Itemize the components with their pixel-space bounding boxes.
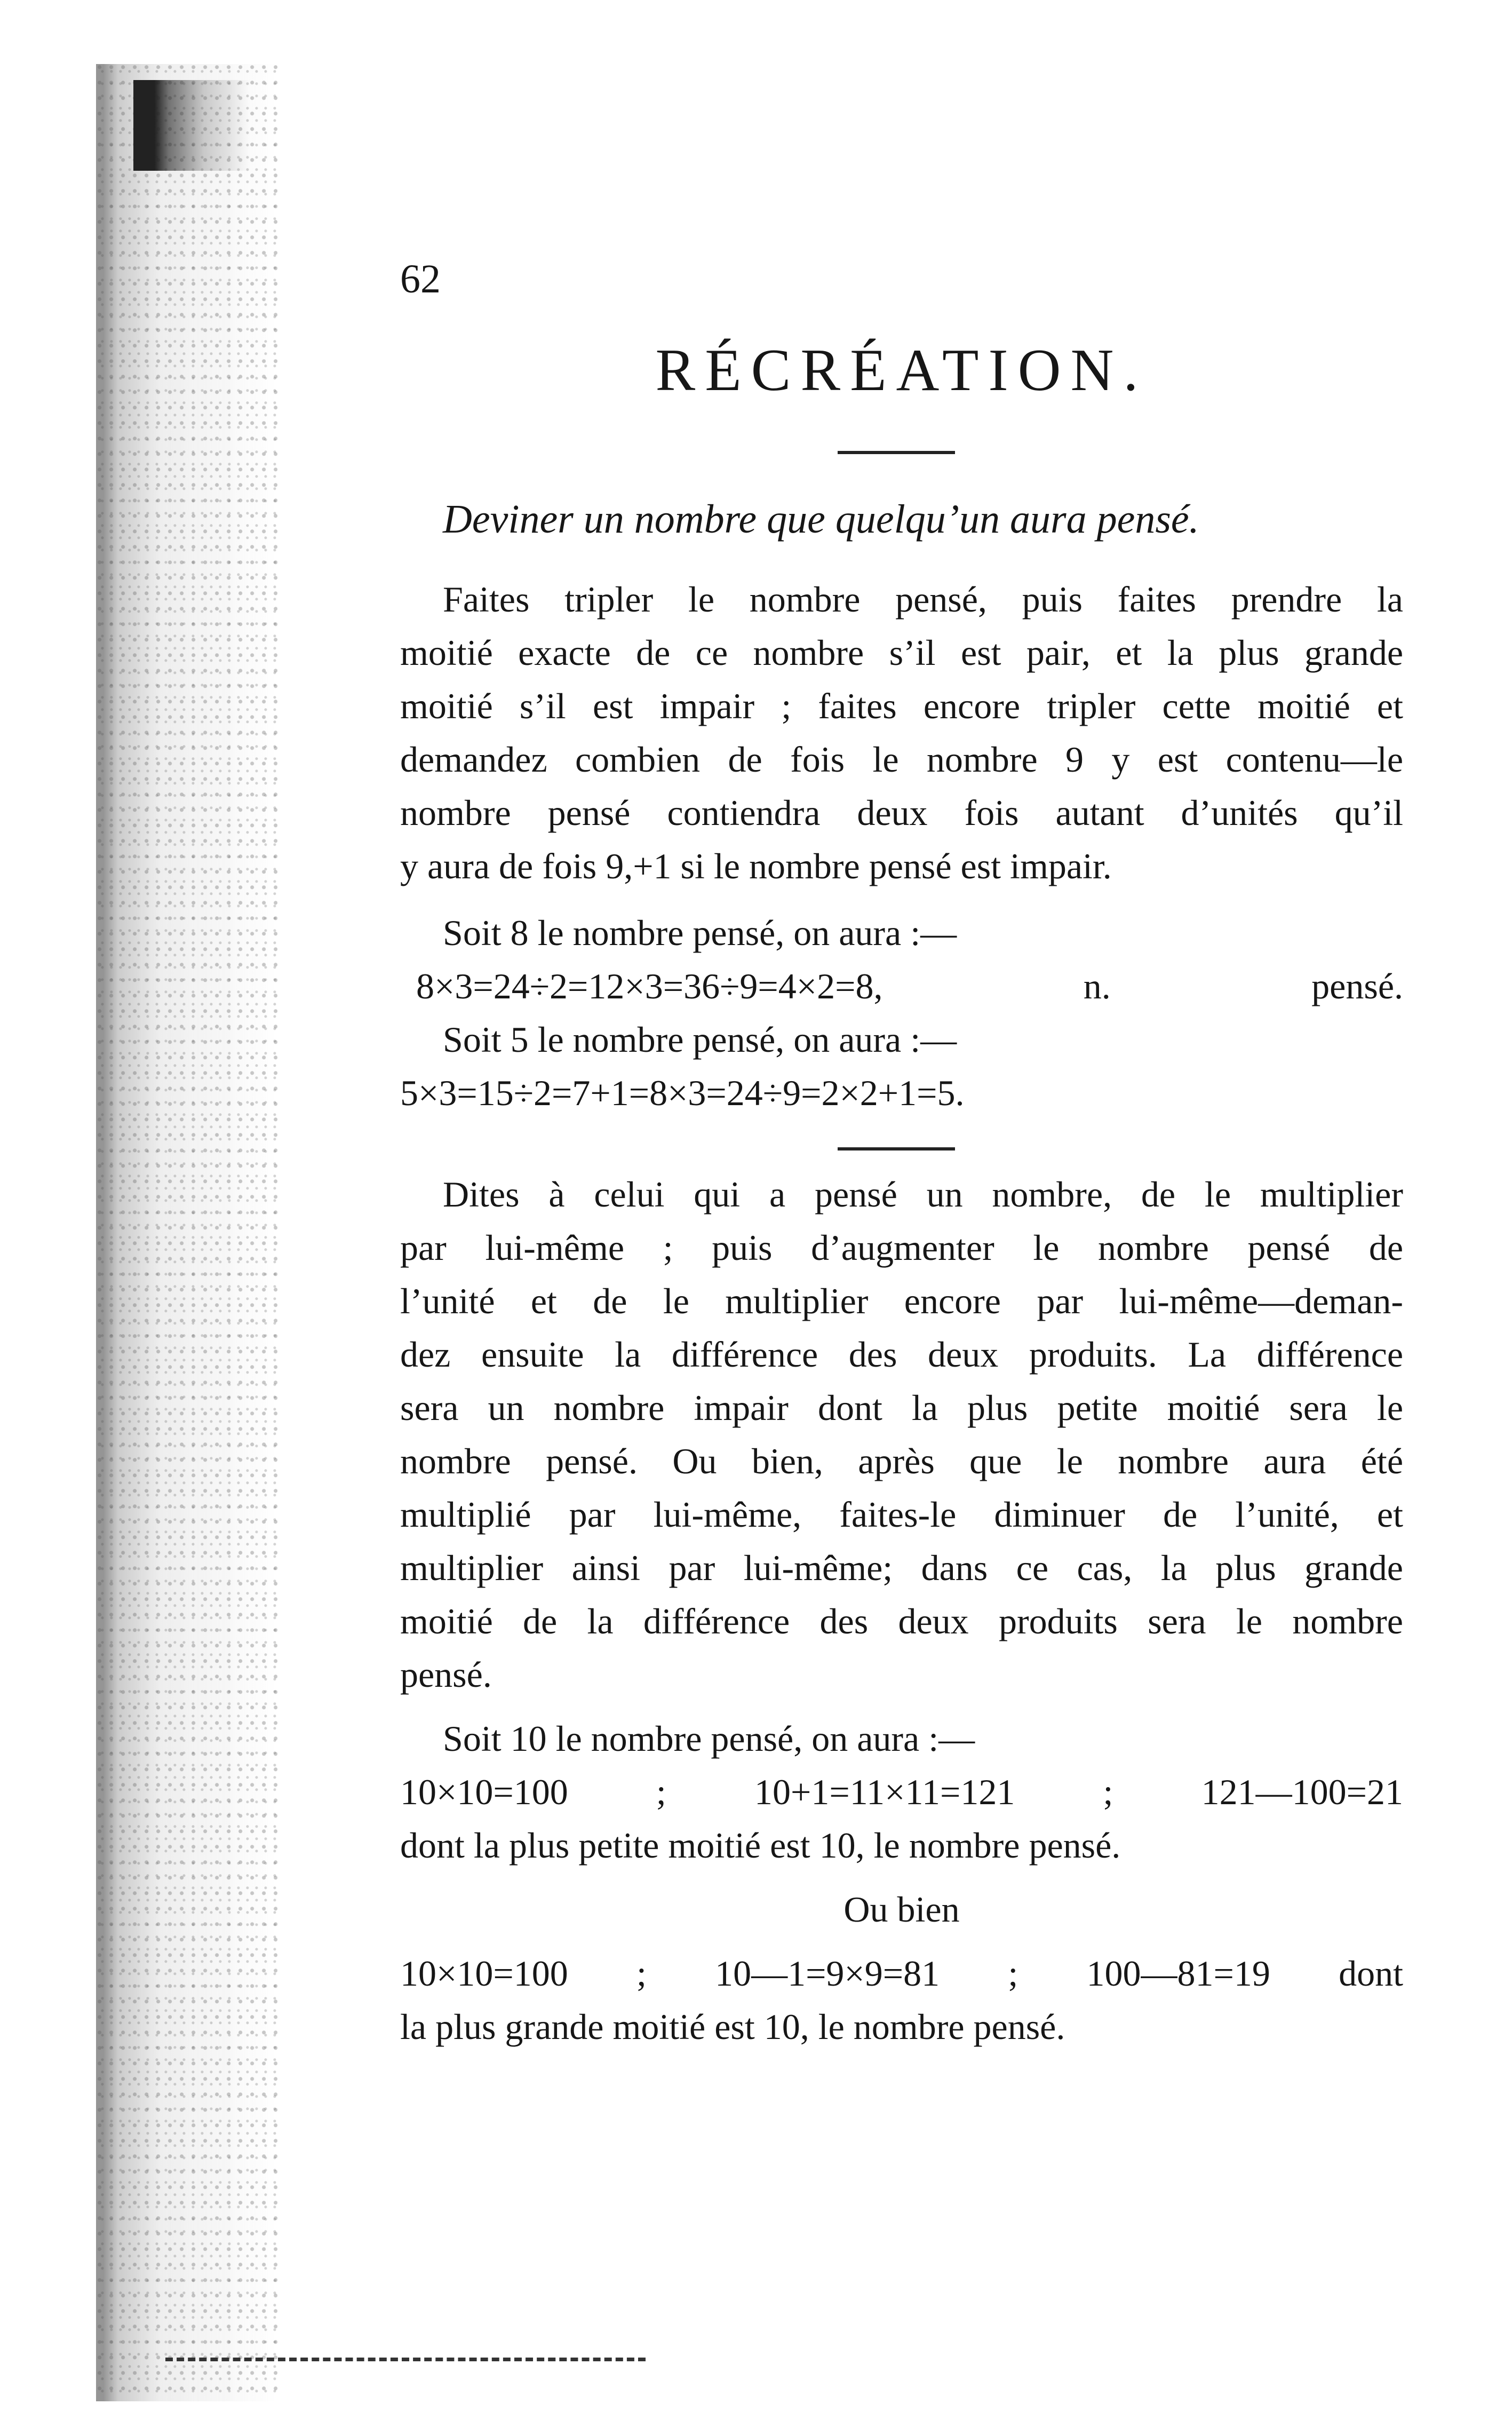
paragraph-line: Dites à celui qui a pensé un nombre, de le multiplier [443,1174,1403,1215]
page-number: 62 [400,257,441,301]
paragraph-line: nombre pensé contiendra deux fois autant d’unités qu’il [400,792,1403,833]
example-intro: Soit 10 le nombre pensé, on aura :— [443,1718,975,1759]
example-intro: Soit 5 le nombre pensé, on aura :— [443,1019,957,1060]
paragraph-line: multiplié par lui-même, faites-le diminuer de l’unité, et [400,1494,1403,1535]
example-intro: Soit 8 le nombre pensé, on aura :— [443,912,957,953]
page-binding-mark [133,80,251,171]
page-title: RÉCRÉATION. [655,337,1148,403]
section-divider [838,451,955,454]
paragraph-line: sera un nombre impair dont la plus petite moitié sera le [400,1387,1403,1428]
paragraph-line: dez ensuite la différence des deux produits. La différence [400,1334,1403,1375]
example-calculation: 8×3=24÷2=12×3=36÷9=4×2=8, n. pensé. [416,966,1403,1006]
alternative-label: Ou bien [843,1889,960,1930]
paragraph-line: multiplier ainsi par lui-même; dans ce cas, la plus grande [400,1548,1403,1588]
example-calculation: 10×10=100 ; 10—1=9×9=81 ; 100—81=19 dont [400,1953,1403,1994]
paragraph-line: Faites tripler le nombre pensé, puis faites prendre la [443,579,1403,620]
page-gutter-shadow [96,64,277,2401]
paragraph-line: pensé. [400,1654,492,1695]
paragraph-line: moitié exacte de ce nombre s’il est pair, et la plus grande [400,632,1403,673]
section-subtitle: Deviner un nombre que quelqu’un aura pensé. [443,497,1199,542]
paragraph-line: l’unité et de le multiplier encore par lui-même—deman- [400,1281,1403,1321]
example-result: dont la plus petite moitié est 10, le nombre pensé. [400,1825,1121,1866]
paragraph-line: demandez combien de fois le nombre 9 y est contenu—le [400,739,1403,780]
paragraph-line: y aura de fois 9,+1 si le nombre pensé est impair. [400,846,1112,886]
section-divider [838,1147,955,1150]
paragraph-line: moitié s’il est impair ; faites encore tripler cette moitié et [400,686,1403,726]
example-calculation: 5×3=15÷2=7+1=8×3=24÷9=2×2+1=5. [400,1073,965,1113]
example-calculation: 10×10=100 ; 10+1=11×11=121 ; 121—100=21 [400,1772,1403,1812]
paragraph-line: moitié de la différence des deux produits sera le nombre [400,1601,1403,1641]
paragraph-line: par lui-même ; puis d’augmenter le nombre pensé de [400,1227,1403,1268]
paragraph-line: nombre pensé. Ou bien, après que le nombre aura été [400,1441,1403,1481]
example-result: la plus grande moitié est 10, le nombre pensé. [400,2006,1065,2047]
bottom-dashed-edge [165,2358,646,2361]
